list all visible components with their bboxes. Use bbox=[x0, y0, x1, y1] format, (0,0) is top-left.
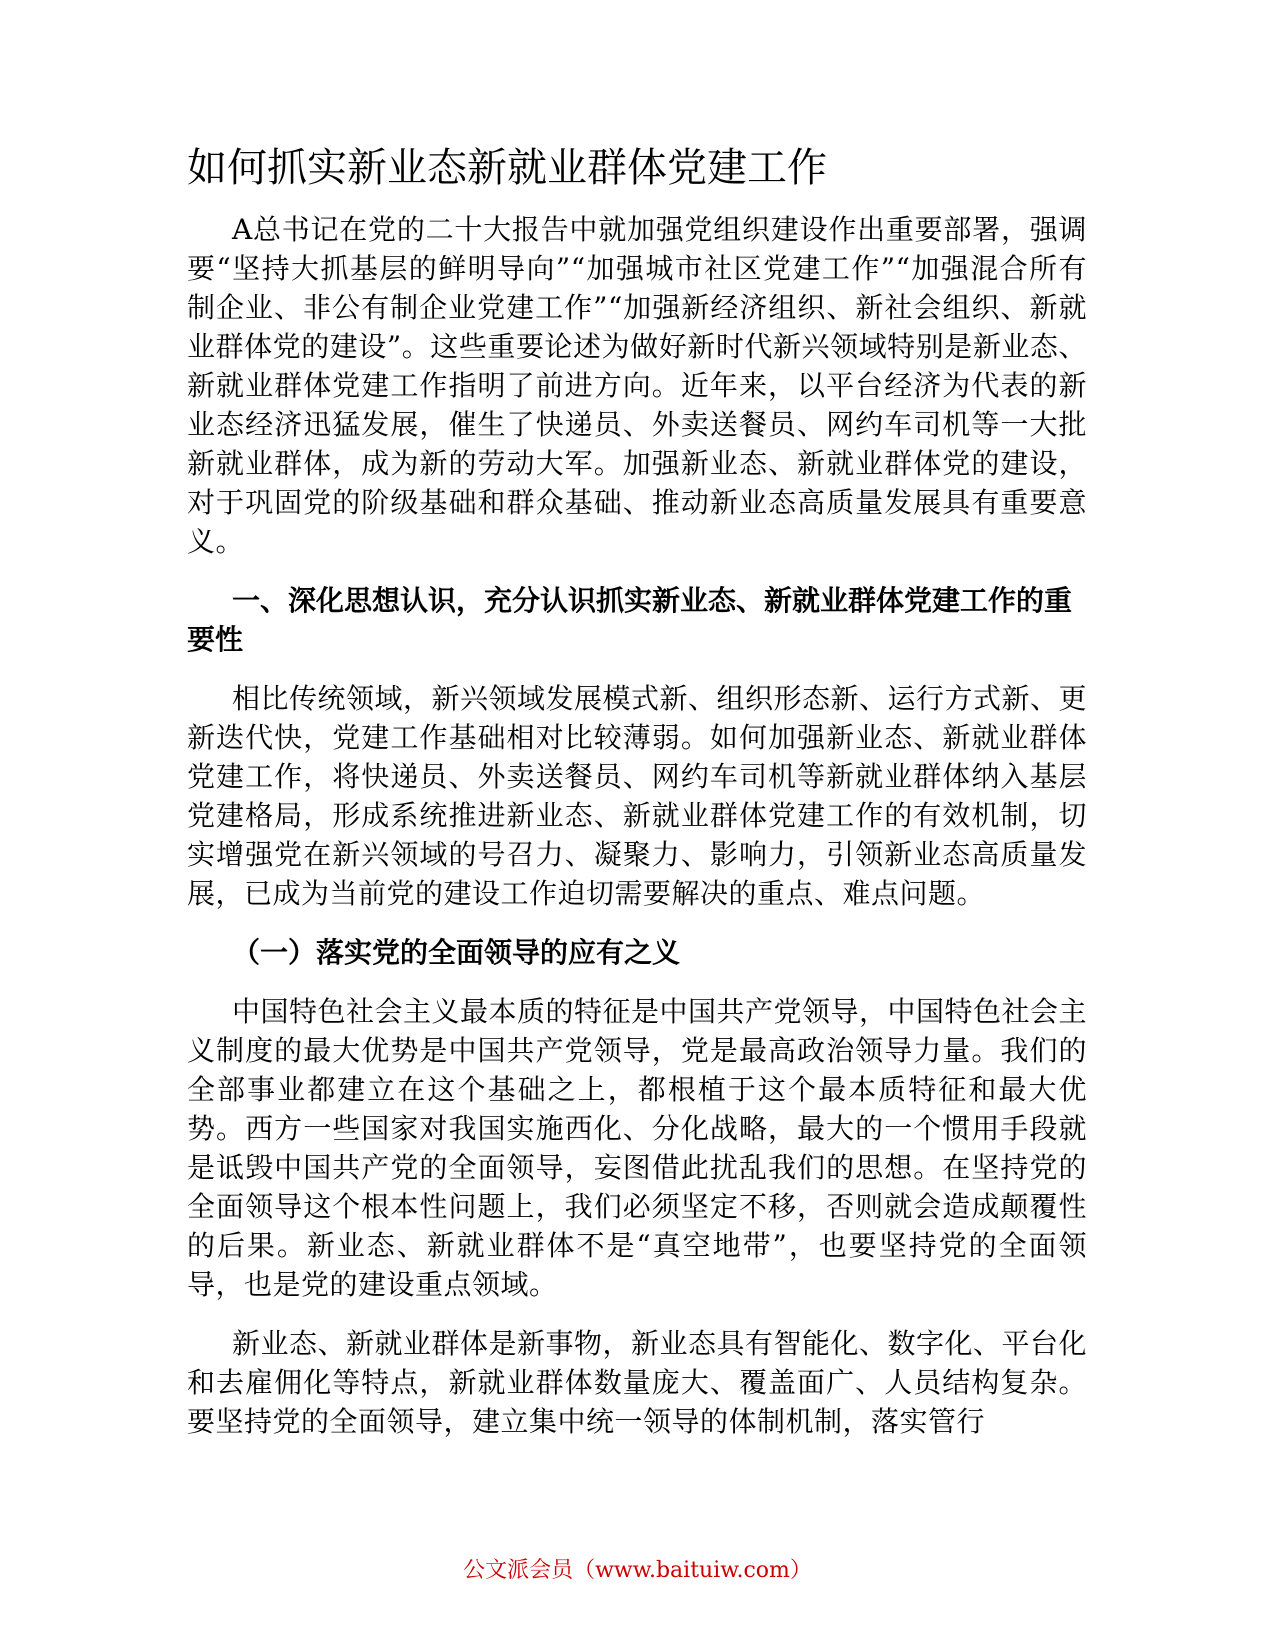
section-paragraph: 相比传统领域，新兴领域发展模式新、组织形态新、运行方式新、更新迭代快，党建工作基础相对比较薄弱。如何加强新业态、新就业群体党建工作，将快递员、外卖送餐员、网约车司机等新就业群体纳入基层党建格局，形成系统推进新业态、新就业群体党建工作的有效机制，切实增强党在新兴领域的号召力、凝聚力、影响力，引领新业态高质量发展，已成为当前党的建设工作迫切需要解决的重点、难点问题。 bbox=[187, 682, 1088, 910]
subsection-paragraph: 新业态、新就业群体是新事物，新业态具有智能化、数字化、平台化和去雇佣化等特点，新就业群体数量庞大、覆盖面广、人员结构复杂。要坚持党的全面领导，建立集中统一领导的体制机制，落实管行 bbox=[187, 1327, 1088, 1438]
footer-watermark: 公文派会员（www.baituiw.com） bbox=[463, 1558, 812, 1583]
section-heading: 一、深化思想认识，充分认识抓实新业态、新就业群体党建工作的重要性 bbox=[187, 584, 1073, 656]
subsection-heading: （一）落实党的全面领导的应有之义 bbox=[232, 936, 681, 969]
intro-paragraph: A总书记在党的二十大报告中就加强党组织建设作出重要部署，强调要“坚持大抓基层的鲜明导向”“加强城市社区党建工作”“加强混合所有制企业、非公有制企业党建工作”“加强新经济组织、新社会组织、新就业群体党的建设”。这些重要论述为做好新时代新兴领域特别是新业态、新就业群体党建工作指明了前进方向。近年来，以平台经济为代表的新业态经济迅猛发展，催生了快递员、外卖送餐员、网约车司机等一大批新就业群体，成为新的劳动大军。加强新业态、新就业群体党的建设，对于巩固党的阶级基础和群众基础、推动新业态高质量发展具有重要意义。 bbox=[187, 213, 1087, 558]
subsection-paragraph: 中国特色社会主义最本质的特征是中国共产党领导，中国特色社会主义制度的最大优势是中国共产党领导，党是最高政治领导力量。我们的全部事业都建立在这个基础之上，都根植于这个最本质特征和最大优势。西方一些国家对我国实施西化、分化战略，最大的一个惯用手段就是诋毁中国共产党的全面领导，妄图借此扰乱我们的思想。在坚持党的全面领导这个根本性问题上，我们必须坚定不移，否则就会造成颠覆性的后果。新业态、新就业群体不是“真空地带”，也要坚持党的全面领导，也是党的建设重点领域。 bbox=[187, 995, 1088, 1301]
document-title: 如何抓实新业态新就业群体党建工作 bbox=[187, 145, 827, 191]
document-page bbox=[187, 140, 1087, 1461]
